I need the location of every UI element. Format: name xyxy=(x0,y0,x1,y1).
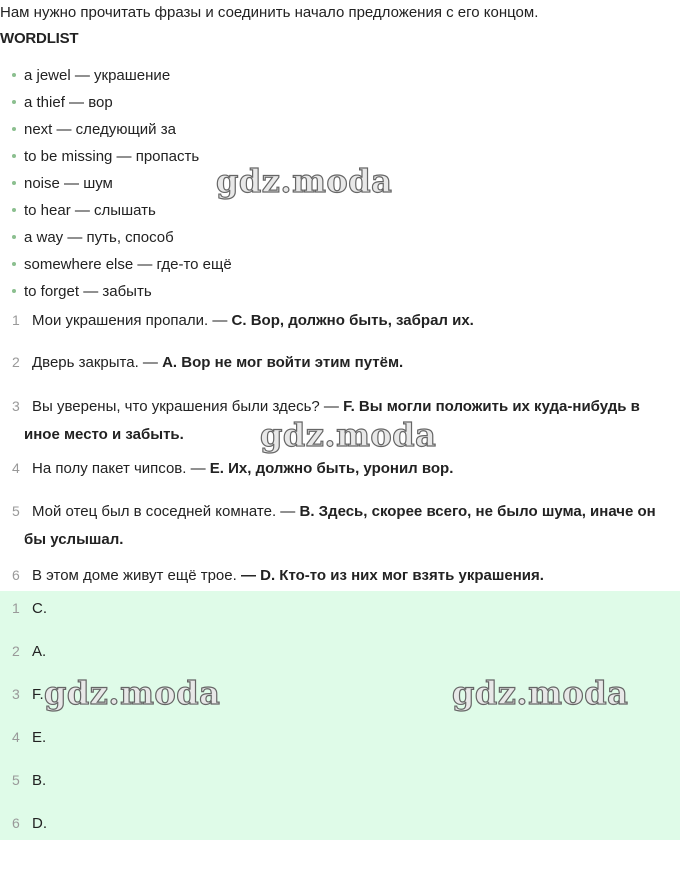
answer-number: 6 xyxy=(12,815,20,831)
watermark: gdz.moda xyxy=(216,162,393,200)
answer-row xyxy=(0,729,200,746)
answer-number: 3 xyxy=(12,686,20,702)
bullet-icon xyxy=(12,181,16,185)
bullet-icon xyxy=(12,208,16,212)
exercise-number: 4 xyxy=(12,460,20,476)
watermark: gdz.moda xyxy=(44,674,221,712)
bullet-icon xyxy=(12,262,16,266)
wordlist-item: a way — путь, способ xyxy=(12,228,232,255)
exercise-text: В этом доме живут ещё трое. xyxy=(32,567,241,584)
exercise-number: 5 xyxy=(12,503,20,519)
exercise-item xyxy=(0,306,680,335)
exercise-number: 6 xyxy=(12,567,20,583)
bullet-icon xyxy=(12,289,16,293)
watermark: gdz.moda xyxy=(452,674,629,712)
intro-text: Нам нужно прочитать фразы и соединить начало предложения с его концом. xyxy=(0,4,539,21)
answer-number: 2 xyxy=(12,643,20,659)
exercise-answer: E. Их, должно быть, уронил вор. xyxy=(209,460,454,477)
answer-row xyxy=(0,643,200,660)
exercise-answer-cont: иное место и забыть. xyxy=(24,426,184,443)
exercise-item xyxy=(0,497,680,554)
exercise-item xyxy=(0,392,680,449)
answer-letter: B. xyxy=(32,772,47,789)
answer-number: 1 xyxy=(12,600,20,616)
wordlist-item: somewhere else — где-то ещё xyxy=(12,255,232,282)
exercise-text: Дверь закрыта. — xyxy=(32,354,163,371)
exercise-answer: B. Здесь, скорее всего, не было шума, иначе он xyxy=(299,503,656,520)
exercise-text: Мои украшения пропали. — xyxy=(32,312,232,329)
wordlist-item: to hear — слышать xyxy=(12,201,232,228)
exercise-item xyxy=(0,454,680,483)
exercise-answer-cont: бы услышал. xyxy=(24,531,124,548)
answer-number: 4 xyxy=(12,729,20,745)
wordlist-item: to forget — забыть xyxy=(12,282,232,309)
exercise-text: На полу пакет чипсов. — xyxy=(32,460,210,477)
wordlist-item: to be missing — пропасть xyxy=(12,147,232,174)
bullet-icon xyxy=(12,235,16,239)
answer-letter: A. xyxy=(32,643,47,660)
exercise-text: Мой отец был в соседней комнате. — xyxy=(32,503,300,520)
answer-letter: D. xyxy=(32,815,47,832)
exercise-text: Вы уверены, что украшения были здесь? — xyxy=(32,398,344,415)
wordlist-title: WORDLIST xyxy=(0,30,79,47)
bullet-icon xyxy=(12,127,16,131)
wordlist-item: noise — шум xyxy=(12,174,232,201)
exercise-answer: — D. Кто-то из них мог взять украшения. xyxy=(240,567,544,584)
answer-letter: E. xyxy=(32,729,47,746)
exercise-item xyxy=(0,561,680,590)
exercise-number: 1 xyxy=(12,312,20,328)
answer-number: 5 xyxy=(12,772,20,788)
answer-row xyxy=(0,600,200,617)
exercise-answer: F. Вы могли положить их куда-нибудь в xyxy=(343,398,640,415)
exercise-answer: C. Вор, должно быть, забрал их. xyxy=(231,312,474,329)
answer-row xyxy=(0,815,200,832)
answer-letter: C. xyxy=(32,600,47,617)
exercise-number: 2 xyxy=(12,354,20,370)
wordlist xyxy=(12,66,232,309)
exercise-answer: A. Вор не мог войти этим путём. xyxy=(162,354,404,371)
bullet-icon xyxy=(12,73,16,77)
wordlist-item: next — следующий за xyxy=(12,120,232,147)
answer-row xyxy=(0,772,200,789)
watermark: gdz.moda xyxy=(260,416,437,454)
answer-letter: F. xyxy=(32,686,44,703)
wordlist-item: a thief — вор xyxy=(12,93,232,120)
exercise-item xyxy=(0,348,680,377)
wordlist-item: a jewel — украшение xyxy=(12,66,232,93)
answer-row xyxy=(0,686,200,703)
answers-panel xyxy=(0,591,680,840)
bullet-icon xyxy=(12,154,16,158)
exercise-number: 3 xyxy=(12,398,20,414)
bullet-icon xyxy=(12,100,16,104)
